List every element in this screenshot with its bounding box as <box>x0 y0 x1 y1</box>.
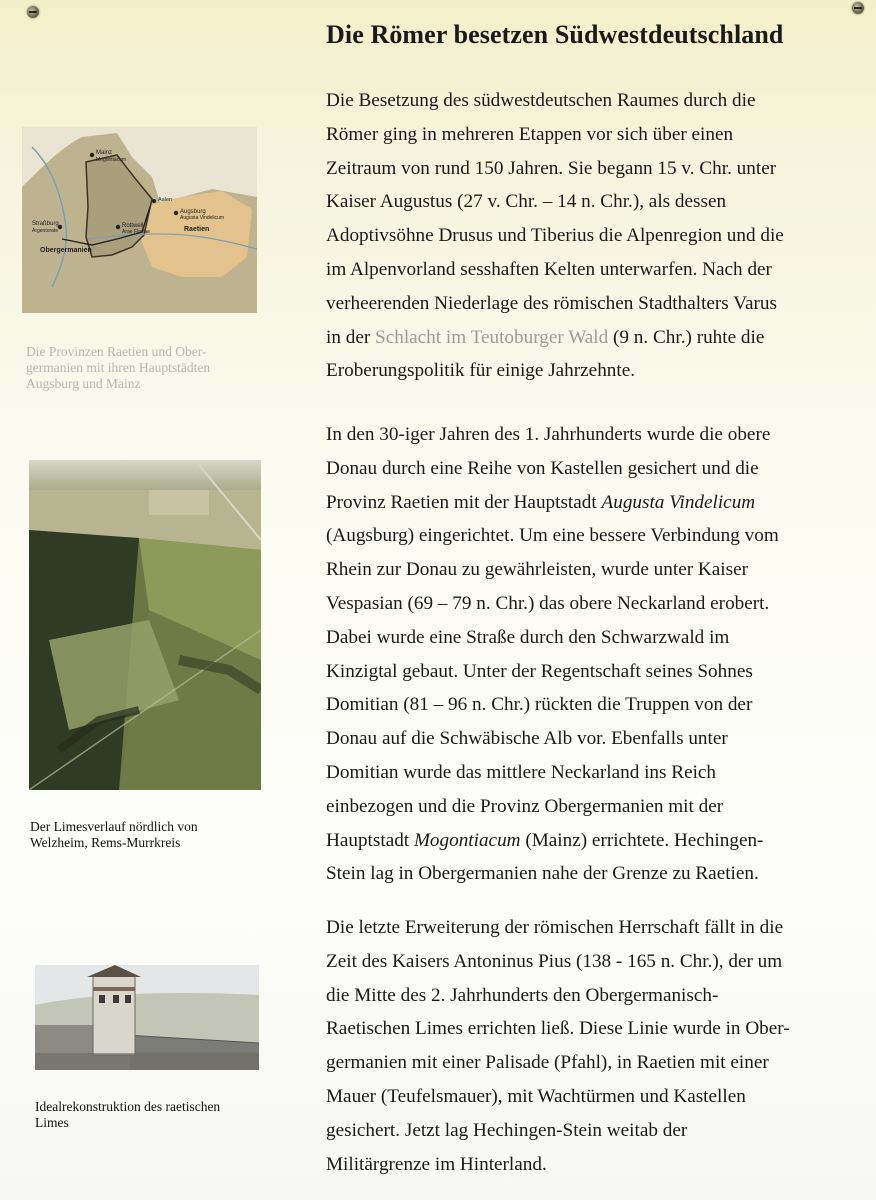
map-label-arae-flaviae: Arae Flaviae <box>122 229 151 235</box>
caption-line: Welzheim, Rems-Murrkreis <box>30 835 181 850</box>
text-line: Die letzte Erweiterung der römischen Herrschaft fällt in die <box>326 917 784 938</box>
text-line: Militärgrenze im Hinterland. <box>326 1153 547 1175</box>
tower-reconstruction-caption <box>35 1099 285 1131</box>
text-line: Donau auf die Schwäbische Alb vor. Ebenfalls unter <box>326 728 728 750</box>
caption-line: Limes <box>35 1115 69 1130</box>
map-dot-rottweil <box>116 225 120 229</box>
map-label-mainz: Mainz <box>96 150 113 156</box>
map-label-augsburg: Augsburg <box>180 209 206 215</box>
text-line: Mauer (Teufelsmauer), mit Wachtürmen und Kastellen <box>326 1085 746 1107</box>
paragraph-1 <box>326 84 866 388</box>
text-line: Domitian wurde das mittlere Neckarland ins Reich <box>326 761 717 783</box>
map-label-aalen: Aalen <box>158 197 173 203</box>
text-line <box>326 824 866 858</box>
text-segment: (Mainz) errichtete. Hechingen- <box>520 829 764 851</box>
screw-top-left <box>27 6 39 18</box>
text-segment: in der <box>326 326 376 348</box>
text-line: Vespasian (69 – 79 n. Chr.) das obere Neckarland erobert. <box>326 592 770 614</box>
caption-line: Der Limesverlauf nördlich von <box>30 819 198 834</box>
text-line: Donau durch eine Reihe von Kastellen gesichert und die <box>326 457 759 479</box>
caption-line: Idealrekonstruktion des raetischen <box>35 1099 221 1114</box>
italic-place-name: Augusta Vindelicum <box>601 491 756 513</box>
caption-line: Die Provinzen Raetien und Ober- <box>26 344 207 359</box>
caption-line: germanien mit ihren Hauptstädten <box>26 360 211 375</box>
province-map-svg <box>22 127 257 313</box>
text-line: einbezogen und die Provinz Obergermanien mit der <box>326 795 724 817</box>
paragraph-3 <box>326 911 866 1181</box>
map-label-obergermanien: Obergermanien <box>40 247 92 254</box>
faded-text-segment: Schlacht im Teutoburger Wald <box>375 326 609 348</box>
map-label-mogontiacum: Mogontiacum <box>96 157 127 163</box>
text-line: Zeitraum von rund 150 Jahren. Sie begann 15 v. Chr. unter <box>326 157 777 179</box>
tower-reconstruction-svg <box>35 965 259 1070</box>
text-line: Domitian (81 – 96 n. Chr.) rückten die Truppen von der <box>326 694 753 716</box>
limes-aerial-photo <box>29 460 261 790</box>
text-line: Rhein zur Donau zu gewährleisten, wurde unter Kaiser <box>326 559 748 581</box>
map-label-argentorate: Argentorate <box>32 228 59 234</box>
text-line: Stein lag in Obergermanien nahe der Grenze zu Raetien. <box>326 863 759 885</box>
text-line: Kaiser Augustus (27 v. Chr. – 14 n. Chr.), als dessen <box>326 191 727 213</box>
text-line: verheerenden Niederlage des römischen Stadthalters Varus <box>326 292 777 314</box>
text-line: In den 30-iger Jahren des 1. Jahrhunderts wurde die obere <box>326 424 771 445</box>
text-line: im Alpenvorland sesshaften Kelten unterwarfen. Nach der <box>326 258 772 280</box>
screw-top-right <box>852 2 864 14</box>
caption-line: Augsburg und Mainz <box>26 376 141 391</box>
text-line <box>326 321 866 355</box>
aerial-photo-caption <box>30 819 280 851</box>
map-label-raetien: Raetien <box>184 226 210 233</box>
text-line: Die Besetzung des südwestdeutschen Raumes durch die <box>326 90 756 111</box>
text-line: Raetischen Limes errichten ließ. Diese Linie wurde in Ober- <box>326 1018 790 1040</box>
map-label-augusta: Augusta Vindelicum <box>180 215 225 221</box>
province-map-caption <box>26 344 276 392</box>
text-line: Kinzigtal gebaut. Unter der Regentschaft seines Sohnes <box>326 660 753 682</box>
text-line: germanien mit einer Palisade (Pfahl), in Raetien mit einer <box>326 1052 769 1074</box>
text-segment: Hauptstadt <box>326 829 414 851</box>
tower-reconstruction-image <box>35 965 259 1070</box>
text-line: Römer ging in mehreren Etappen vor sich über einen <box>326 123 734 145</box>
text-line: die Mitte des 2. Jahrhunderts den Obergermanisch- <box>326 984 719 1006</box>
map-label-strasbourg: Straßburg <box>32 221 59 227</box>
province-map-image <box>22 127 257 313</box>
text-segment: (9 n. Chr.) ruhte die <box>608 326 765 348</box>
italic-place-name: Mogontiacum <box>413 829 521 851</box>
text-line: (Augsburg) eingerichtet. Um eine bessere Verbindung vom <box>326 525 779 547</box>
map-label-rottweil: Rottweil <box>122 223 144 229</box>
paragraph-2 <box>326 418 866 891</box>
map-dot-aalen <box>152 199 156 203</box>
map-dot-augsburg <box>174 211 178 215</box>
text-line: Eroberungspolitik für einige Jahrzehnte. <box>326 360 636 382</box>
page-title: Die Römer besetzen Südwestdeutschland <box>326 20 784 49</box>
text-line <box>326 486 866 520</box>
text-line: Zeit des Kaisers Antoninus Pius (138 - 165 n. Chr.), der um <box>326 950 783 972</box>
text-line: Dabei wurde eine Straße durch den Schwarzwald im <box>326 626 730 648</box>
aerial-photo-svg <box>29 460 261 790</box>
text-line: Adoptivsöhne Drusus und Tiberius die Alpenregion und die <box>326 225 784 247</box>
text-segment: Provinz Raetien mit der Hauptstadt <box>326 491 602 513</box>
map-dot-mainz <box>90 153 94 157</box>
text-line: gesichert. Jetzt lag Hechingen-Stein weitab der <box>326 1119 688 1141</box>
